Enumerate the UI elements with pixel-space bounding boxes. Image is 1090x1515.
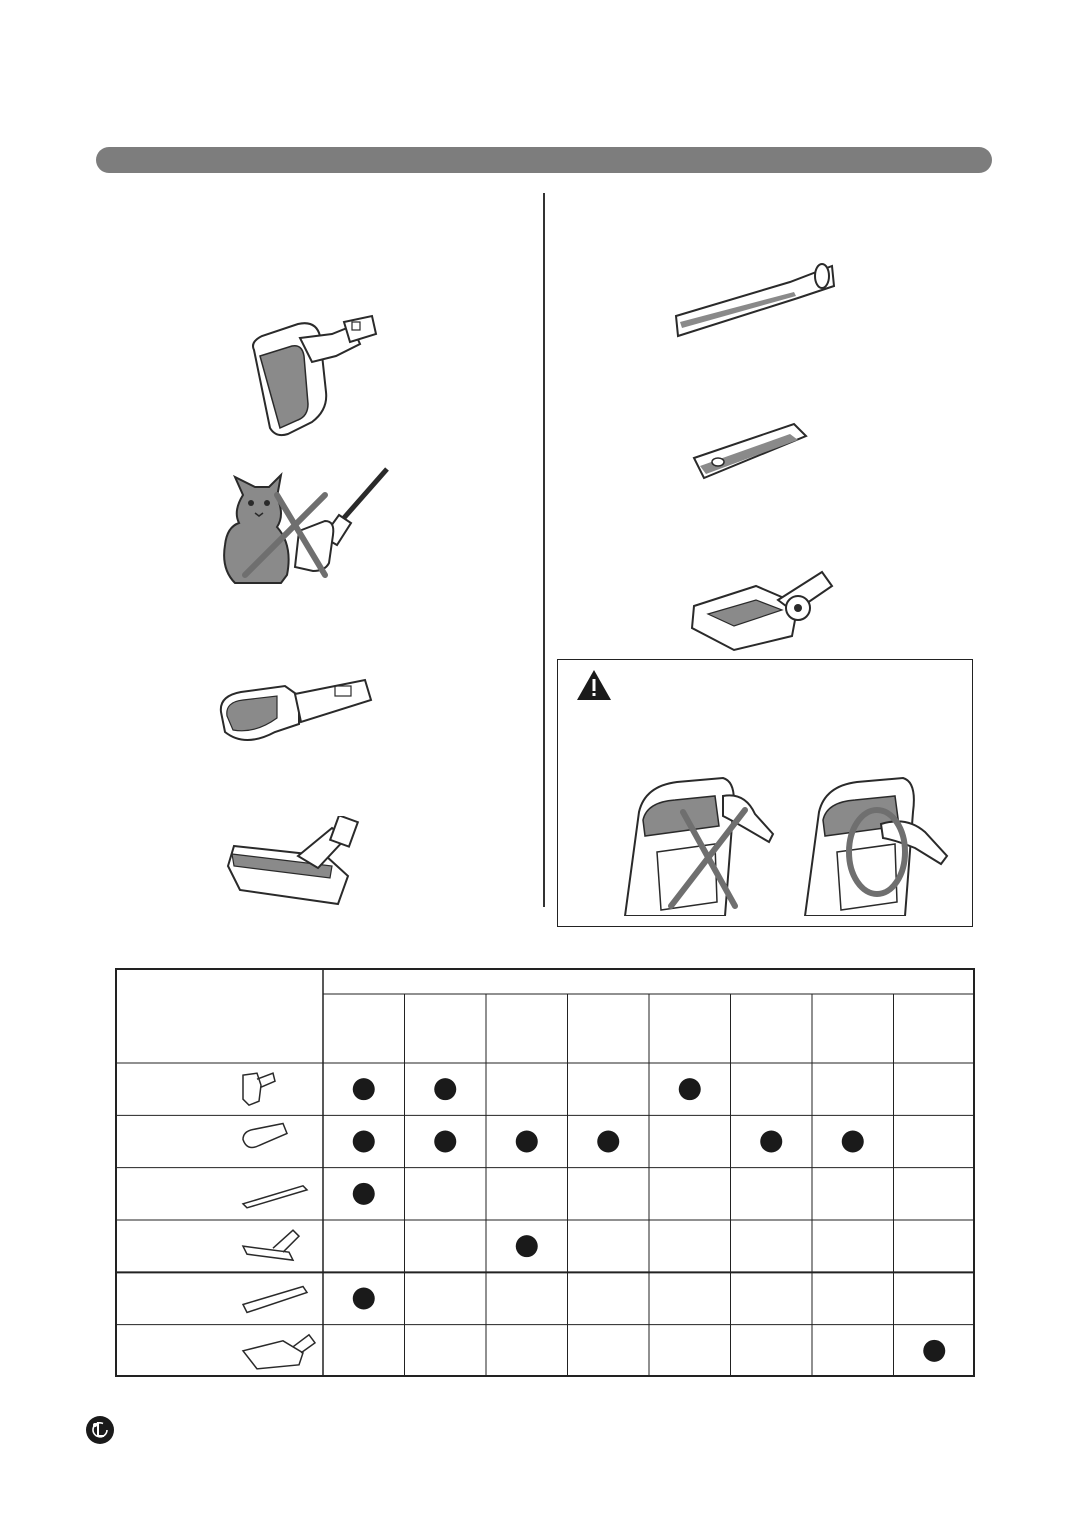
turbo-brush-icon-shape bbox=[243, 1073, 275, 1105]
lg-logo bbox=[85, 1415, 115, 1445]
column-divider bbox=[543, 193, 545, 907]
turbo-brush-nozzle bbox=[240, 312, 380, 440]
crevice-tool-icon-shape bbox=[243, 1186, 307, 1208]
compatibility-dot bbox=[597, 1131, 619, 1153]
compatibility-dot bbox=[923, 1340, 945, 1362]
compatibility-dot bbox=[353, 1183, 375, 1205]
compatibility-dot bbox=[434, 1078, 456, 1100]
crevice-flat-tool bbox=[690, 418, 810, 486]
compatibility-dot bbox=[353, 1078, 375, 1100]
compatibility-dot bbox=[353, 1131, 375, 1153]
cat-no-pet-grooming bbox=[215, 465, 390, 590]
accessory-compatibility-table bbox=[115, 968, 975, 1377]
compatibility-dot bbox=[516, 1235, 538, 1257]
crevice-tool-icon bbox=[243, 1186, 307, 1208]
upholstery-nozzle-icon bbox=[243, 1124, 287, 1148]
warning-triangle-icon bbox=[575, 668, 613, 702]
flat-crevice-icon-shape bbox=[243, 1287, 307, 1313]
upholstery-nozzle-icon-shape bbox=[243, 1124, 287, 1148]
upholstery-nozzle bbox=[215, 672, 375, 752]
compatibility-dot bbox=[842, 1131, 864, 1153]
header-bar bbox=[96, 147, 992, 173]
flat-crevice-icon bbox=[243, 1287, 307, 1313]
power-nozzle-icon-shape bbox=[243, 1335, 315, 1369]
crevice-tool bbox=[672, 262, 837, 338]
floor-brush-icon bbox=[243, 1230, 299, 1260]
floor-brush-nozzle bbox=[220, 816, 370, 911]
turbo-brush-icon bbox=[243, 1073, 275, 1105]
handle-grip-correct bbox=[785, 772, 957, 916]
power-nozzle-icon bbox=[243, 1335, 315, 1369]
compatibility-dot bbox=[516, 1131, 538, 1153]
compatibility-dot bbox=[760, 1131, 782, 1153]
floor-brush-icon-shape bbox=[243, 1230, 299, 1260]
power-floor-nozzle bbox=[686, 562, 838, 654]
table-border bbox=[116, 969, 974, 1376]
compatibility-dot bbox=[679, 1078, 701, 1100]
compatibility-dot bbox=[434, 1131, 456, 1153]
handle-grip-incorrect bbox=[605, 772, 777, 916]
compatibility-dot bbox=[353, 1288, 375, 1310]
